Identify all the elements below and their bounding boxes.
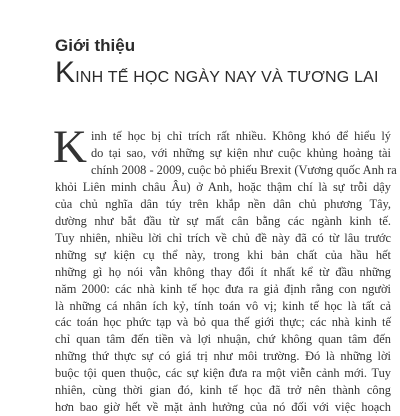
text-line: nhiên, cùng thời gian đó, kinh tế học đã trở nên thành công xyxy=(55,383,391,398)
text-line: dường như bắt đầu từ sự mất cân bằng các ngành kinh tế. xyxy=(55,213,391,228)
chapter-title-rest: INH TẾ HỌC NGÀY NAY VÀ TƯƠNG LAI xyxy=(75,69,379,86)
text-line: những gì họ nói vẫn không thay đổi ít nhất kể từ đầu những xyxy=(55,264,391,279)
section-label: Giới thiệu xyxy=(55,36,136,55)
text-line: hơn bao giờ hết về mặt ảnh hưởng của nó đối với việc hoạch xyxy=(55,400,391,415)
text-line: những thứ thực sự có giá trị như môi trường. Đó là những lời xyxy=(55,349,391,364)
text-line: năm 2000: các nhà kinh tế học đưa ra giả định rằng con người xyxy=(55,281,391,296)
text-line: khỏi Liên minh châu Âu) ở Anh, hoặc thậm chí là sự trỗi dậy xyxy=(55,179,391,194)
text-line: là những cá nhân ích kỷ, tính toán vô vị; kinh tế học là tất cả xyxy=(55,298,391,313)
text-line: của chủ nghĩa dân túy trên khắp nền dân chủ phương Tây, xyxy=(55,196,391,211)
text-line: những sự kiện cụ thể này, trong khi bản chất của hầu hết xyxy=(55,247,391,262)
text-line: do tại sao, với những sự kiện như cuộc khủng hoảng tài xyxy=(90,145,391,160)
text-line: Tuy nhiên, nhiều lời chỉ trích về chủ đề này đã có từ lâu trước xyxy=(55,230,391,245)
drop-cap: K xyxy=(53,121,87,173)
text-line: các toán học phức tạp và bỏ qua thế giới thực; các nhà kinh tế xyxy=(55,315,391,330)
chapter-title xyxy=(55,58,379,88)
body-paragraph xyxy=(53,121,397,416)
text-line: inh tế học bị chỉ trích rất nhiều. Không khó để hiểu lý xyxy=(90,129,391,143)
text-line: buộc tội quen thuộc, các sự kiện đưa ra một viễn cảnh mới. Tuy xyxy=(55,366,391,381)
chapter-title-initial: K xyxy=(55,56,76,89)
text-line: chính 2008 - 2009, cuộc bỏ phiếu Brexit (Vương quốc Anh ra xyxy=(90,162,397,177)
text-line: chỉ quan tâm đến tiền và lợi nhuận, chứ không quan tâm đến xyxy=(55,332,391,347)
